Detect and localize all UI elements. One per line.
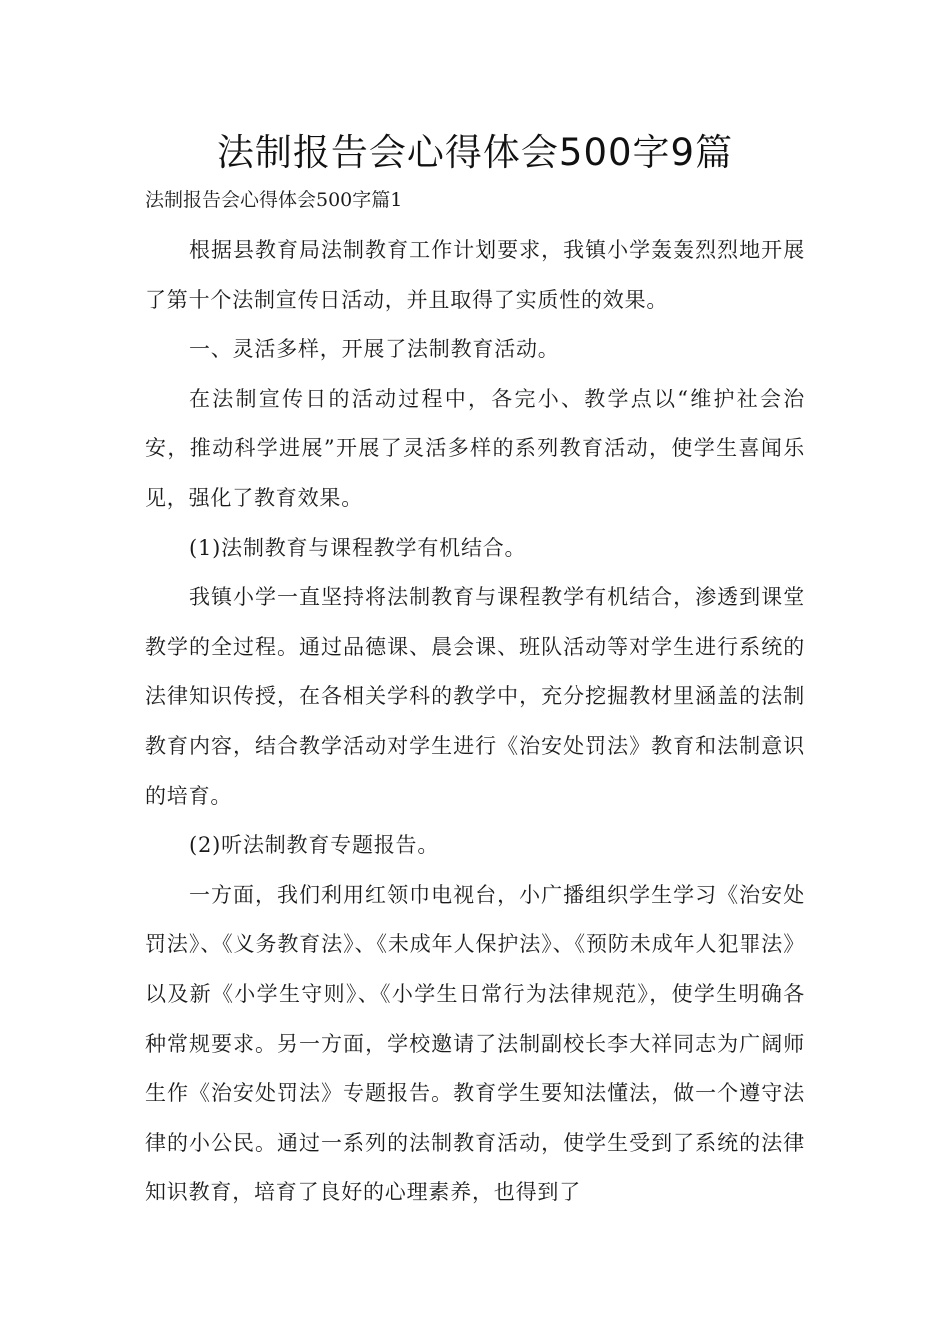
paragraph: 根据县教育局法制教育工作计划要求，我镇小学轰轰烈烈地开展了第十个法制宣传日活动，并且取得了实质性的效果。 <box>145 238 805 312</box>
paragraph: 一方面，我们利用红领巾电视台，小广播组织学生学习《治安处罚法》、《义务教育法》、《未成年人保护法》、《预防未成年人犯罪法》以及新《小学生守则》、《小学生日常行为法律规范》，使学生明确各种常规要求。另一方面，学校邀请了法制副校长李大祥同志为广阔师生作《治安处罚法》专题报告。教育学生要知法懂法，做一个遵守法律的小公民。通过一系列的法制教育活动，使学生受到了系统的法律知识教育，培育了良好的心理素养，也得到了 <box>145 882 805 1205</box>
section-heading: 法制报告会心得体会500字篇1 <box>145 189 403 211</box>
paragraph: 在法制宣传日的活动过程中，各完小、教学点以“维护社会治安，推动科学进展”开展了灵活多样的系列教育活动，使学生喜闻乐见，强化了教育效果。 <box>145 386 805 510</box>
paragraph: (2)听法制教育专题报告。 <box>189 833 440 858</box>
paragraph: 我镇小学一直坚持将法制教育与课程教学有机结合，渗透到课堂教学的全过程。通过品德课、晨会课、班队活动等对学生进行系统的法律知识传授，在各相关学科的教学中，充分挖掘教材里涵盖的法制教育内容，结合教学活动对学生进行《治安处罚法》教育和法制意识的培育。 <box>145 585 805 808</box>
document-body <box>145 226 805 1218</box>
page-title: 法制报告会心得体会500字9篇 <box>216 131 734 174</box>
paragraph: (1)法制教育与课程教学有机结合。 <box>189 535 527 560</box>
paragraph: 一、灵活多样，开展了法制教育活动。 <box>189 337 560 362</box>
